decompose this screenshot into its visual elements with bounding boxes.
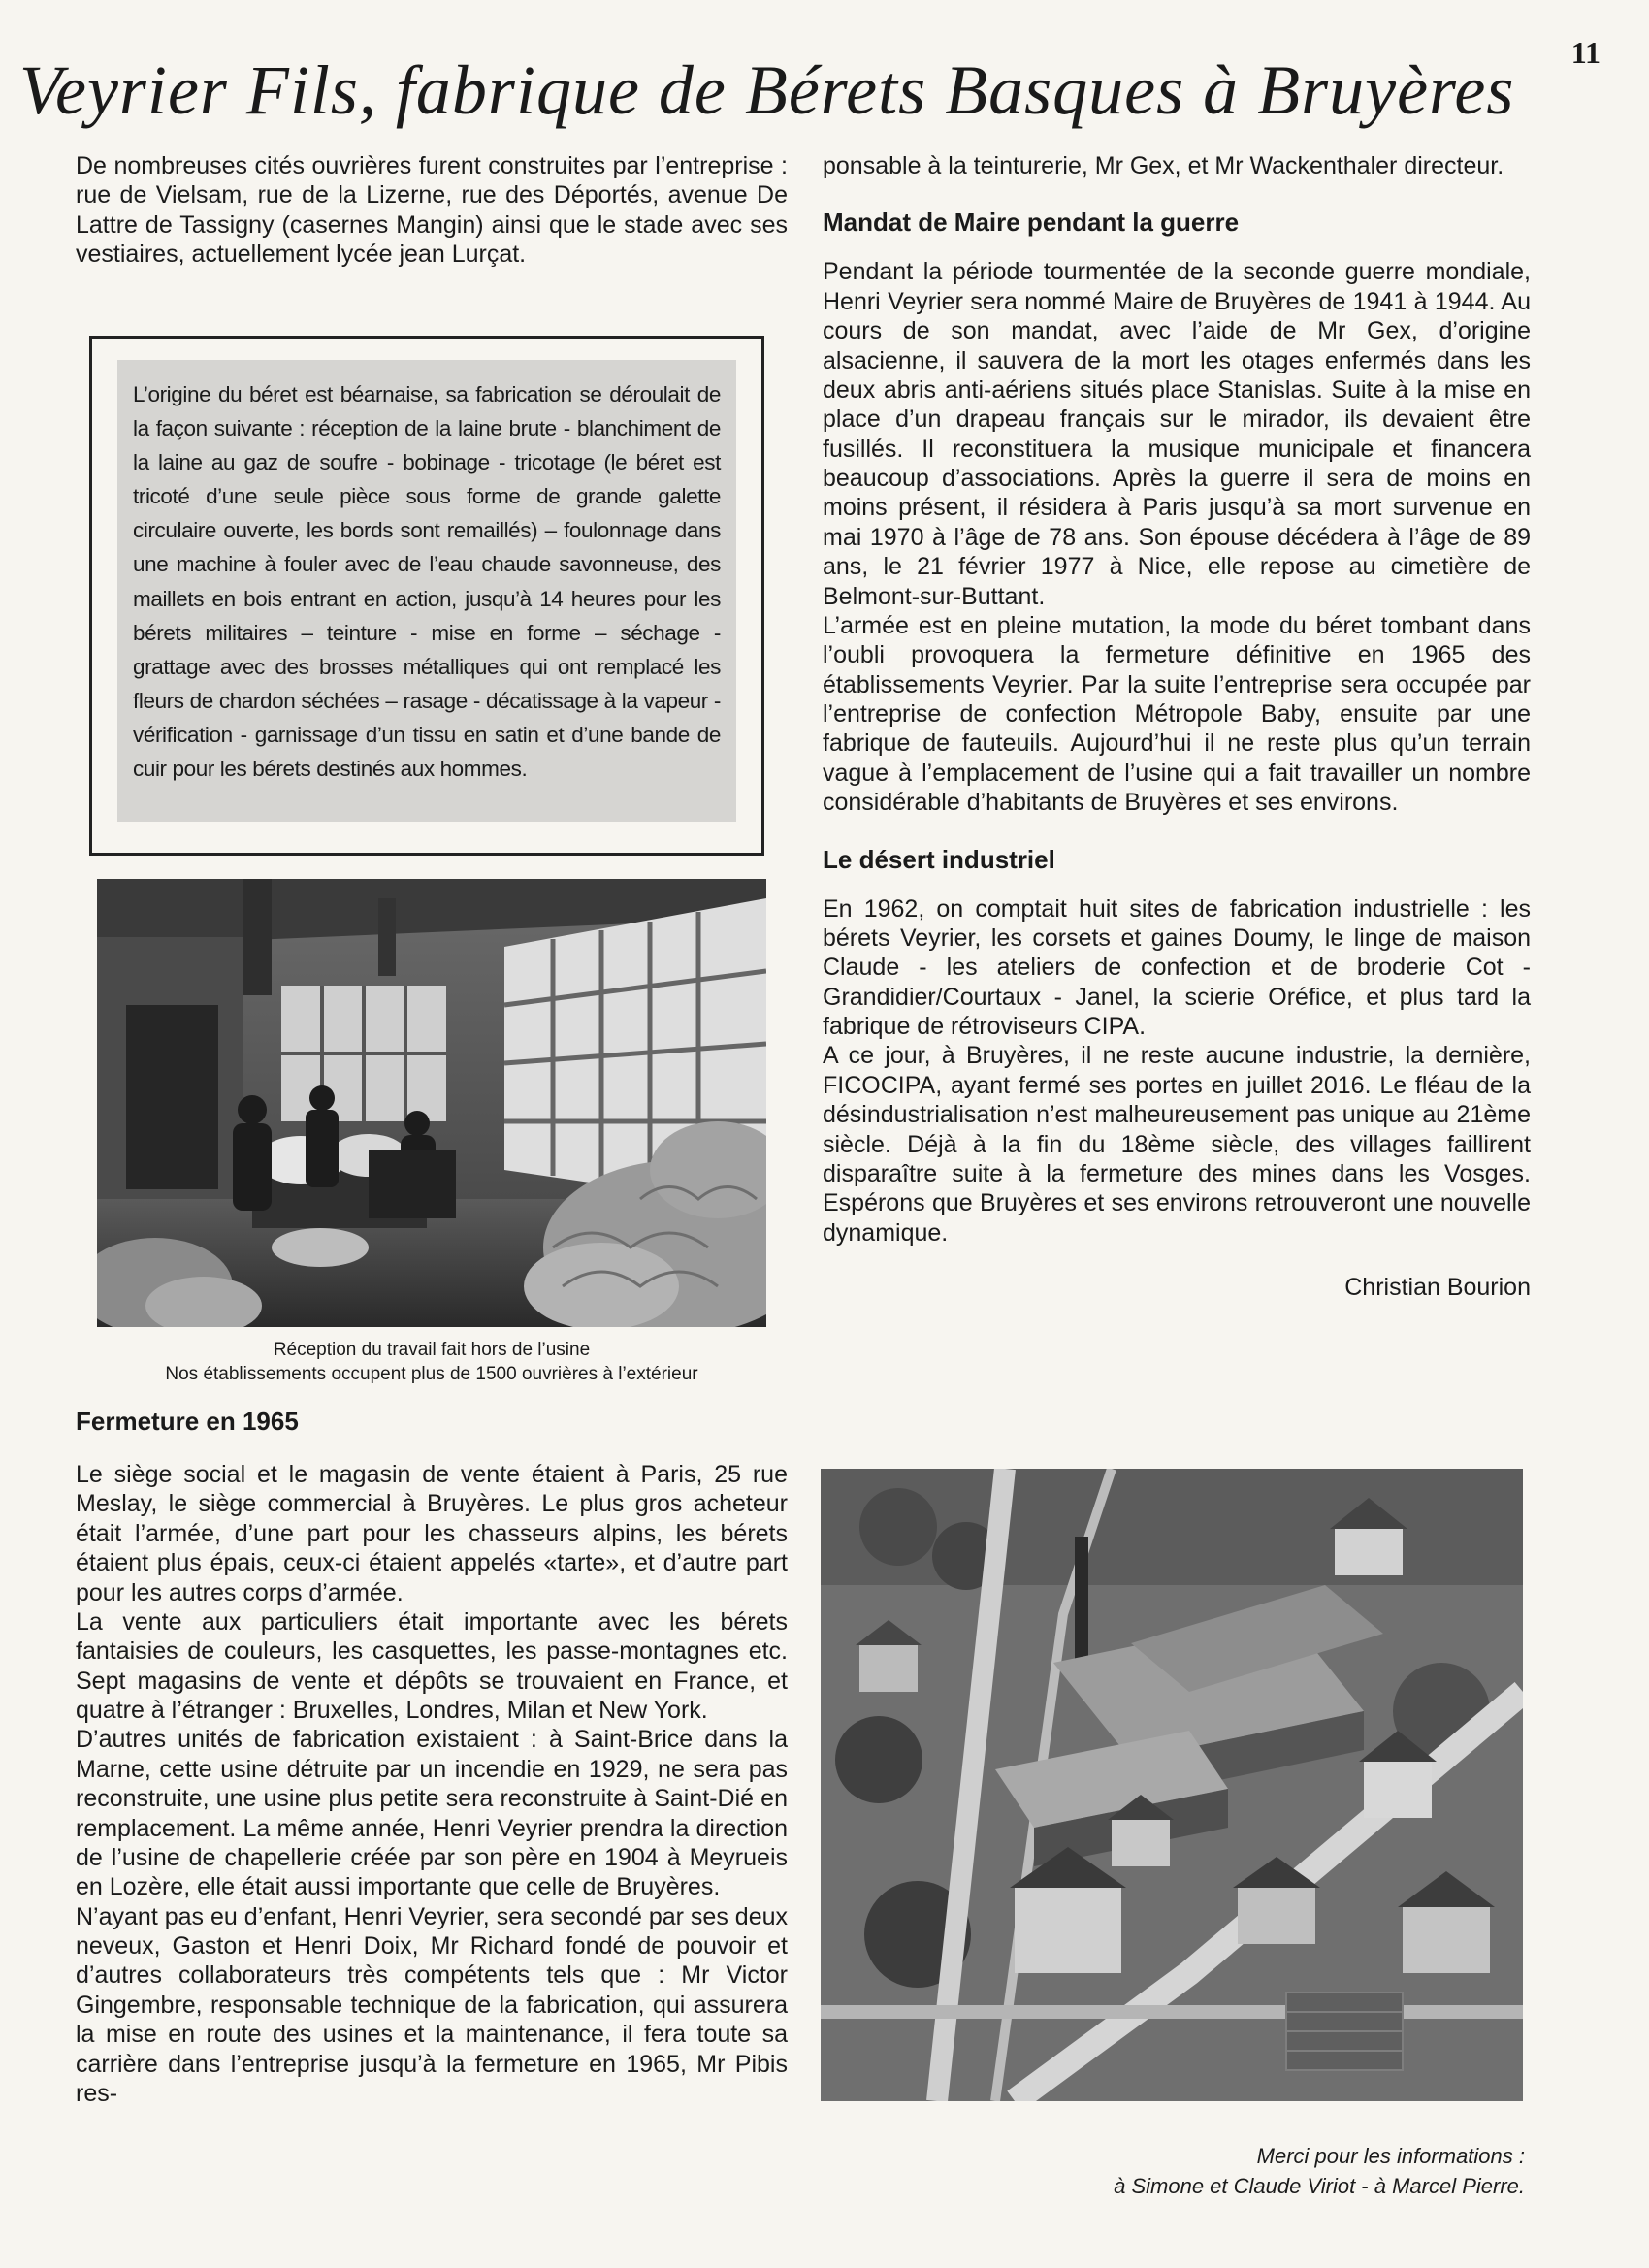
- caption-line-1: Réception du travail fait hors de l’usine: [273, 1340, 591, 1360]
- intro-paragraph: De nombreuses cités ouvrières furent construites par l’entreprise : rue de Vielsam, rue de la Lizerne, rue des Déportés, avenue De Lattre de Tassigny (casernes Mangin) ainsi que le stade avec ses vestiaires, actuellement lycée jean Lurçat.: [76, 152, 788, 269]
- closure-paragraph-1: Le siège social et le magasin de vente étaient à Paris, 25 rue Meslay, le siège commercial à Bruyères. Le plus gros acheteur était l’armée, d’une part pour les chasseurs alpins, les bérets étaient plus épais, ceux-ci étaient appelés «tarte», et d’autre part pour les autres corps d’armée.: [76, 1461, 788, 1606]
- desert-paragraph-2: A ce jour, à Bruyères, il ne reste aucune industrie, la dernière, FICOCIPA, ayant fermé ses portes en juillet 2016. Le fléau de la désindustrialisation n’est malheureusement pas unique au 21ème siècle. Déjà à la fin du 18ème siècle, des villages faillirent disparaître suite à la fermeture des mines dans les Vosges. Espérons que Bruyères et ses environs retrouveront une nouvelle dynamique.: [823, 1042, 1531, 1247]
- closure-paragraph-4: N’ayant pas eu d’enfant, Henri Veyrier, sera secondé par ses deux neveux, Gaston et Henri Doix, Mr Richard fondé de pouvoir et d’autres collaborateurs très compétents tels que : Mr Victor Gingembre, responsable technique de la fabrication, qui assurera la mise en route des usines et la maintenance, il fera toute sa carrière dans l’entreprise jusqu’à la fermeture en 1965, Mr Pibis res-: [76, 1902, 788, 2107]
- factory-interior-photo: [97, 879, 766, 1327]
- section-closure: [76, 1407, 788, 2108]
- mayor-paragraph-2: L’armée est en pleine mutation, la mode du béret tombant dans l’oubli provoquera la fermeture définitive en 1965 des établissements Veyrier. Par la suite l’entreprise sera occupée par l’entreprise de confection Métropole Baby, ensuite par une fabrique de fauteuils. Aujourd’hui il ne reste plus qu’un terrain vague à l’emplacement de l’usine qui a fait travailler un nombre considérable d’habitants de Bruyères et ses environs.: [823, 611, 1531, 817]
- intro-block: [76, 151, 788, 270]
- beret-process-box: [89, 336, 764, 856]
- beret-process-text: L’origine du béret est béarnaise, sa fabrication se déroulait de la façon suivante : réception de la laine brute - blanchiment de la laine au gaz de soufre - bobinage - tricotage (le béret est tricoté d’une seule pièce sous forme de grande galette circulaire ouverte, les bords sont remaillés) – foulonnage dans une machine à fouler avec de l’eau chaude savonneuse, des maillets en bois entrant en action, jusqu’à 14 heures pour les bérets militaires – teinture - mise en forme – séchage - grattage avec des brosses métalliques qui ont remplacé les fleurs de chardon séchées – rasage - décatissage à la vapeur - vérification - garnissage d’un tissu en satin et d’une bande de cuir pour les bérets destinés aux hommes.: [117, 360, 736, 822]
- thanks-note: [1114, 2142, 1525, 2202]
- section-heading-mayor: Mandat de Maire pendant la guerre: [823, 208, 1240, 238]
- closure-paragraph-3: D’autres unités de fabrication existaient : à Saint-Brice dans la Marne, cette usine détruite par un incendie en 1929, ne sera pas reconstruite, une usine plus petite sera reconstruite à Saint-Dié en remplacement. La même année, Henri Veyrier prendra la direction de l’usine de chapellerie créée par son père en 1904 à Meyrueis en Lozère, elle était aussi importante que celle de Bruyères.: [76, 1726, 788, 1901]
- desert-paragraph-1: En 1962, on comptait huit sites de fabrication industrielle : les bérets Veyrier, les corsets et gaines Doumy, le linge de maison Claude - les ateliers de confection et de broderie Cot - Grandidier/Courtaux - Janel, la scierie Oréfice, et plus tard la fabrique de rétroviseurs CIPA.: [823, 894, 1531, 1040]
- author-credit: Christian Bourion: [1344, 1274, 1531, 1301]
- factory-interior-illustration: [97, 879, 766, 1327]
- page-number: 11: [1570, 35, 1600, 70]
- caption-line-2: Nos établissements occupent plus de 1500 ouvrières à l’extérieur: [165, 1363, 698, 1384]
- right-column: [823, 151, 1531, 1302]
- page-title: Veyrier Fils, fabrique de Bérets Basques à Bruyères: [19, 51, 1515, 129]
- thanks-line-1: Merci pour les informations :: [1256, 2144, 1525, 2168]
- thanks-line-2: à Simone et Claude Viriot - à Marcel Pierre.: [1114, 2173, 1525, 2198]
- section-heading-closure: Fermeture en 1965: [76, 1407, 299, 1436]
- closure-paragraph-2: La vente aux particuliers était importante avec les bérets fantaisies de couleurs, les casquettes, les passe-montagnes etc. Sept magasins de vente et dépôts se trouvaient en France, et quatre à l’étranger : Bruxelles, Londres, Milan et New York.: [76, 1607, 788, 1724]
- factory-photo-caption: [87, 1339, 776, 1386]
- aerial-view-photo: [821, 1469, 1523, 2101]
- section-heading-industrial-desert: Le désert industriel: [823, 844, 1055, 874]
- aerial-town-illustration: [821, 1469, 1523, 2101]
- continuation-paragraph: ponsable à la teinturerie, Mr Gex, et Mr Wackenthaler directeur.: [823, 152, 1504, 179]
- mayor-paragraph-1: Pendant la période tourmentée de la seconde guerre mondiale, Henri Veyrier sera nommé Maire de Bruyères de 1941 à 1944. Au cours de son mandat, avec l’aide de Mr Gex, d’origine alsacienne, il sauvera de la mort les otages enfermés dans les deux abris anti-aériens situés place Stanislas. Suite à la mise en place d’un drapeau français sur le mirador, ils devaient être fusillés. Il reconstituera la musique municipale et financera beaucoup d’associations. Après la guerre il sera de moins en moins présent, il résidera à Paris jusqu’à sa mort survenue en mai 1970 à l’âge de 78 ans. Son épouse décédera à l’âge de 89 ans, le 21 février 1977 à Nice, elle repose au cimetière de Belmont-sur-Buttant.: [823, 258, 1531, 610]
